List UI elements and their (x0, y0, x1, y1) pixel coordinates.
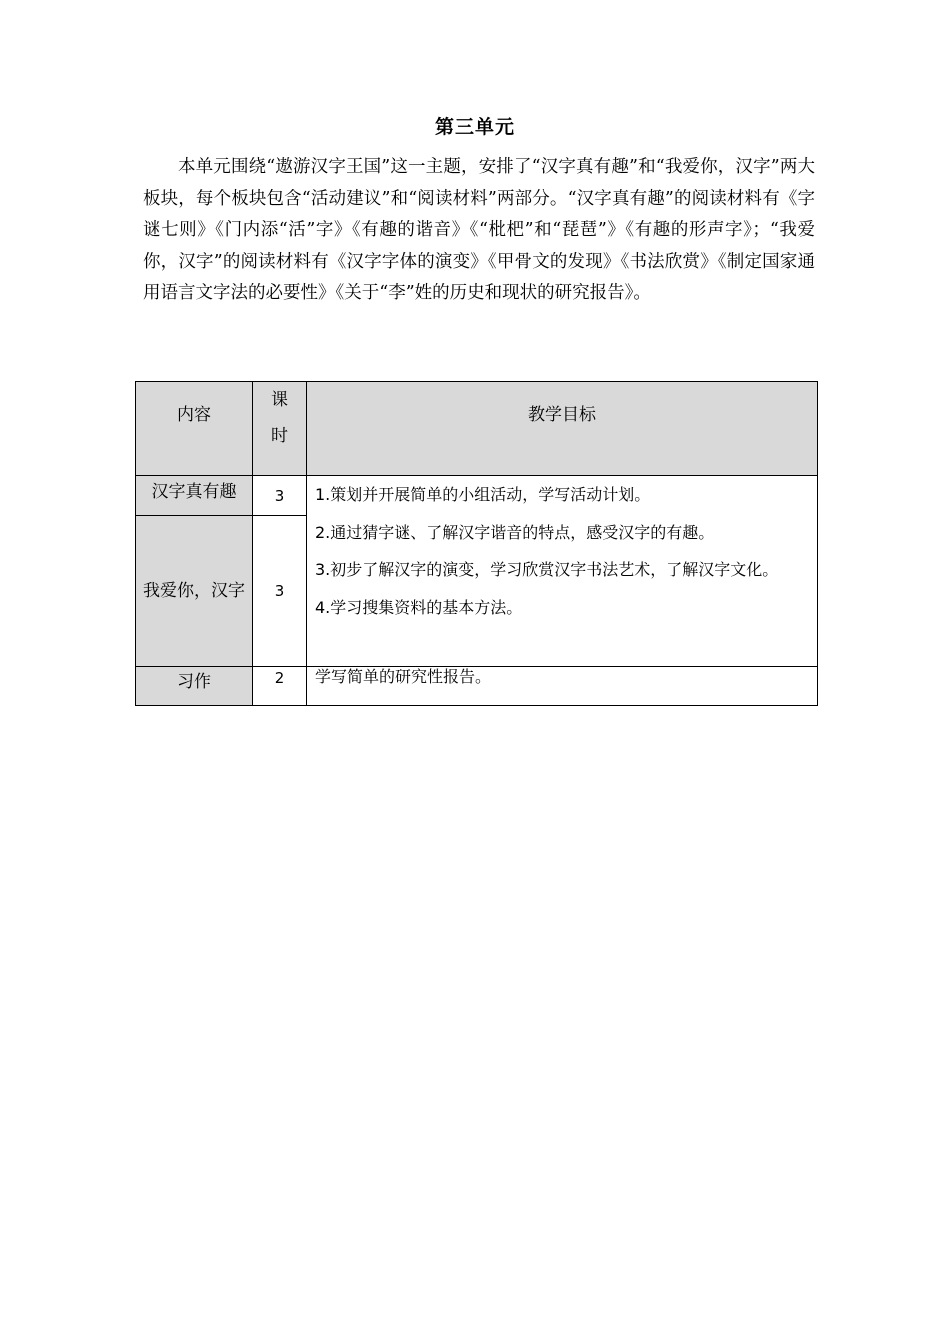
goal-number: 3. (315, 560, 331, 579)
goal-number: 4. (315, 597, 331, 617)
goal-text: 初步了解汉字的演变，学习欣赏汉字书法艺术，了解汉字文化。 (330, 560, 779, 579)
hours-cell: 3 (253, 516, 307, 667)
page-title: 第三单元 (434, 116, 515, 138)
header-goals: 教学目标 (307, 382, 818, 476)
goal-text: 通过猜字谜、了解汉字谐音的特点，感受汉字的有趣。 (330, 522, 715, 542)
goal-item (315, 589, 809, 627)
goals-cell (307, 476, 818, 667)
header-hours-line1: 课 (271, 390, 288, 410)
topic-cell: 习作 (136, 667, 253, 706)
goal-item (315, 514, 809, 552)
table-row (136, 476, 818, 516)
teaching-goals-table (135, 381, 818, 706)
goal-item (315, 476, 809, 514)
header-hours-line2: 时 (271, 426, 288, 446)
writing-goal-cell: 学写简单的研究性报告。 (307, 667, 818, 706)
table-row (136, 667, 818, 706)
hours-cell: 3 (253, 476, 307, 516)
goal-text: 策划并开展简单的小组活动，学写活动计划。 (330, 485, 651, 504)
hours-cell: 2 (253, 667, 307, 706)
header-content: 内容 (136, 382, 253, 476)
topic-cell: 汉字真有趣 (136, 476, 253, 516)
goal-number: 2. (315, 522, 331, 542)
goal-text: 学习搜集资料的基本方法。 (330, 597, 523, 617)
header-hours (253, 382, 307, 476)
table-header-row (136, 382, 818, 476)
topic-cell: 我爱你，汉字 (136, 516, 253, 667)
intro-paragraph: 本单元围绕“遨游汉字王国”这一主题，安排了“汉字真有趣”和“我爱你，汉字”两大板块，每个板块包含“活动建议”和“阅读材料”两部分。“汉字真有趣”的阅读材料有《字谜七则》《门内添“活”字》《有趣的谐音》《“枇杷”和“琵琶”》《有趣的形声字》；“我爱你，汉字”的阅读材料有《汉字字体的演变》《甲骨文的发现》《书法欣赏》《制定国家通用语言文字法的必要性》《关于“李”姓的历史和现状的研究报告》。 (143, 157, 815, 303)
goal-item (315, 551, 809, 589)
goal-number: 1. (315, 485, 331, 504)
